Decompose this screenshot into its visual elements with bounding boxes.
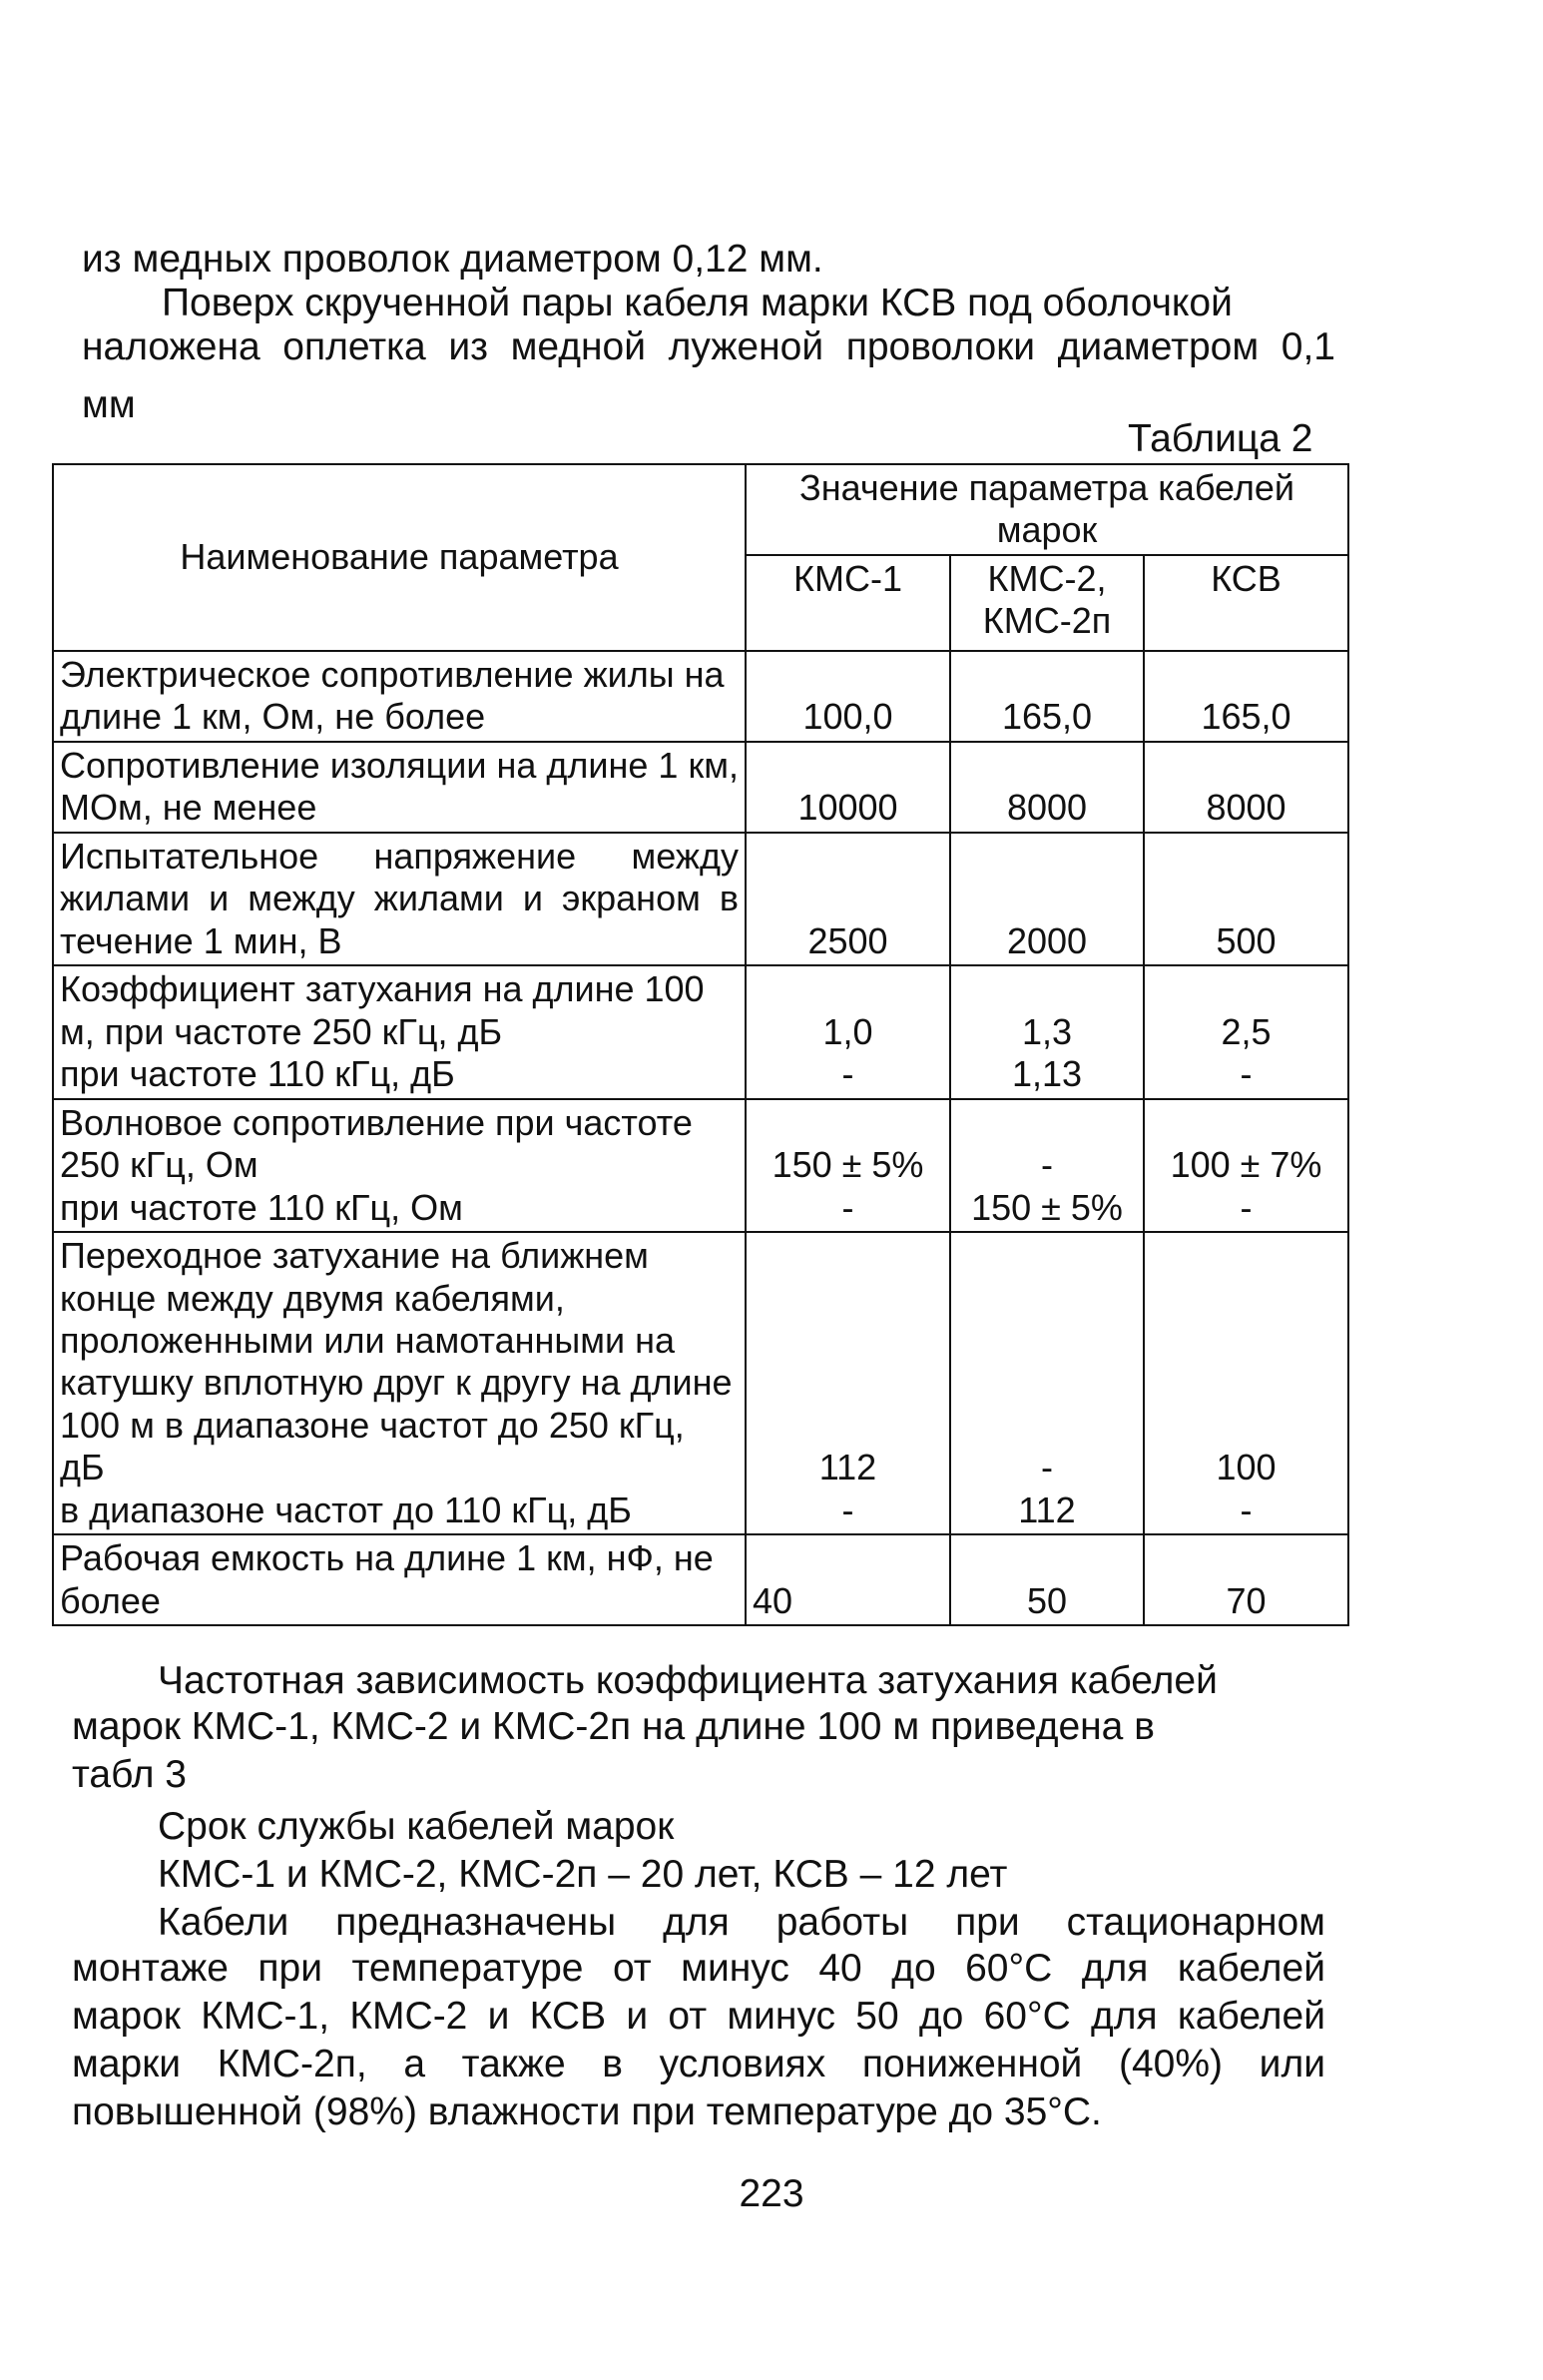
value-main: 100 (1216, 1447, 1277, 1488)
cell-value: 70 (1144, 1534, 1348, 1625)
cell-value (1144, 965, 1348, 1098)
header-values: Значение параметра кабелей марок (746, 464, 1348, 555)
value-sub: 1,13 (1011, 1053, 1083, 1095)
value-sub: - (841, 1186, 854, 1228)
value-main: - (1041, 1144, 1053, 1186)
row-label-sub: при частоте 110 кГц, дБ (60, 1053, 455, 1095)
cell-value (746, 1232, 950, 1534)
column-header: КСВ (1144, 555, 1348, 651)
value-main: 112 (818, 1447, 877, 1488)
cell-value (950, 1099, 1144, 1232)
parameters-table (52, 463, 1349, 1626)
paragraph-line: наложена оплетка из медной луженой проволоки диаметром 0,1 (82, 325, 1335, 368)
value-main: 2,5 (1221, 1010, 1272, 1052)
cell-value: 40 (746, 1534, 950, 1625)
row-label-main: Переходное затухание на ближнем конце между двумя кабелями, проложенными или намотанными на катушку вплотную друг к другу на длине 100 м в диапазоне частот до 250 кГц, дБ (60, 1235, 733, 1488)
cell-value (746, 1099, 950, 1232)
paragraph-line: марок КМС-1, КМС-2 и КСВ и от минус 50 до 60°С для кабелей (72, 1995, 1325, 2038)
cell-value: 2500 (746, 833, 950, 965)
value-main: 1,3 (1021, 1010, 1073, 1052)
cell-value: 8000 (1144, 742, 1348, 833)
table-row (53, 965, 1348, 1098)
paragraph-line: Частотная зависимость коэффициента затухания кабелей (158, 1659, 1218, 1702)
cell-value (1144, 1232, 1348, 1534)
paragraph-line: Кабели предназначены для работы при стационарном (158, 1901, 1325, 1944)
value-sub: 112 (1018, 1488, 1076, 1530)
paragraph-line: табл 3 (72, 1753, 187, 1796)
cell-value: 500 (1144, 833, 1348, 965)
row-label: Испытательное напряжение между жилами и между жилами и экраном в течение 1 мин, В (53, 833, 746, 965)
value-main: 150 ± 5% (772, 1144, 924, 1186)
row-label: Рабочая емкость на длине 1 км, нФ, не более (53, 1534, 746, 1625)
paragraph-line: марки КМС-2п, а также в условиях пониженной (40%) или (72, 2043, 1325, 2085)
paragraph-line: повышенной (98%) влажности при температуре до 35°С. (72, 2090, 1102, 2133)
value-main: - (1041, 1447, 1053, 1488)
paragraph-line: монтаже при температуре от минус 40 до 60°С для кабелей (72, 1947, 1325, 1990)
table-row (53, 1534, 1348, 1625)
value-sub: - (1240, 1053, 1253, 1095)
cell-value: 165,0 (1144, 651, 1348, 742)
cell-value: 50 (950, 1534, 1144, 1625)
table-row (53, 833, 1348, 965)
table-row (53, 651, 1348, 742)
table-caption: Таблица 2 (1128, 417, 1313, 460)
page-number: 223 (739, 2172, 804, 2215)
cell-value (1144, 1099, 1348, 1232)
value-main: 1,0 (822, 1010, 873, 1052)
value-main: 100 ± 7% (1170, 1144, 1322, 1186)
cell-value: 10000 (746, 742, 950, 833)
value-sub: - (1240, 1488, 1253, 1530)
cell-value: 165,0 (950, 651, 1144, 742)
row-label: Электрическое сопротивление жилы на длине 1 км, Ом, не более (53, 651, 746, 742)
table-row (53, 1099, 1348, 1232)
paragraph-line: КМС-1 и КМС-2, КМС-2п – 20 лет, КСВ – 12 лет (158, 1853, 1008, 1896)
table-row (53, 742, 1348, 833)
row-label: Сопротивление изоляции на длине 1 км, МОм, не менее (53, 742, 746, 833)
value-sub: - (841, 1488, 854, 1530)
row-label (53, 965, 746, 1098)
cell-value (950, 1232, 1144, 1534)
row-label-sub: в диапазоне частот до 110 кГц, дБ (60, 1488, 632, 1530)
table-row (53, 1232, 1348, 1534)
column-header: КМС-1 (746, 555, 950, 651)
table-header-row (53, 464, 1348, 555)
cell-value: 2000 (950, 833, 1144, 965)
paragraph-line: марок КМС-1, КМС-2 и КМС-2п на длине 100 м приведена в (72, 1705, 1155, 1748)
row-label-main: Коэффициент затухания на длине 100 м, при частоте 250 кГц, дБ (60, 968, 705, 1052)
paragraph-line: Поверх скрученной пары кабеля марки КСВ под оболочкой (162, 282, 1233, 324)
column-header: КМС-2, КМС-2п (950, 555, 1144, 651)
header-parameter-name: Наименование параметра (53, 464, 746, 651)
cell-value (746, 965, 950, 1098)
value-sub: - (841, 1053, 854, 1095)
row-label-main: Волновое сопротивление при частоте 250 кГц, Ом (60, 1101, 693, 1186)
row-label (53, 1099, 746, 1232)
paragraph-line: Срок службы кабелей марок (158, 1805, 675, 1848)
cell-value: 8000 (950, 742, 1144, 833)
value-sub: - (1240, 1186, 1253, 1228)
cell-value (950, 965, 1144, 1098)
row-label (53, 1232, 746, 1534)
value-sub: 150 ± 5% (971, 1186, 1123, 1228)
cell-value: 100,0 (746, 651, 950, 742)
paragraph-line: мм (82, 383, 136, 426)
paragraph-line: из медных проволок диаметром 0,12 мм. (82, 238, 823, 281)
row-label-sub: при частоте 110 кГц, Ом (60, 1186, 463, 1228)
